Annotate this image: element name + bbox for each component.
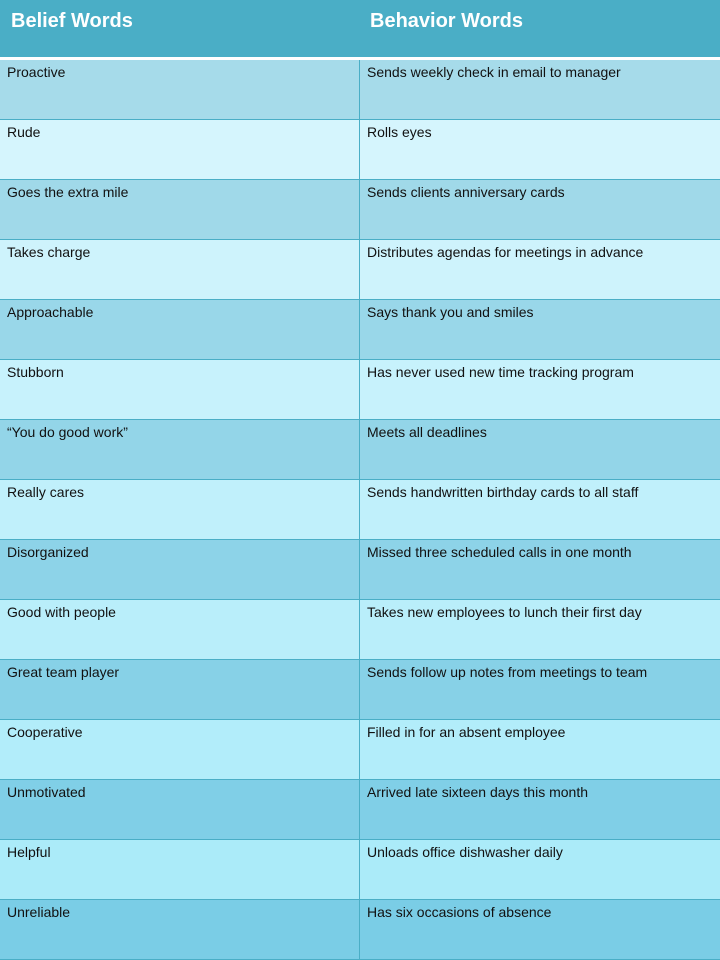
belief-cell: Unmotivated <box>0 780 360 839</box>
behavior-cell: Says thank you and smiles <box>367 304 534 320</box>
behavior-cell: Distributes agendas for meetings in advance <box>367 244 644 260</box>
belief-cell: Proactive <box>0 60 360 119</box>
table-row <box>0 660 720 720</box>
belief-cell: Rude <box>0 120 360 179</box>
behavior-cell: Has never used new time tracking program <box>367 364 634 380</box>
belief-cell: Unreliable <box>0 900 360 959</box>
table-row <box>0 240 720 300</box>
behavior-cell: Takes new employees to lunch their first day <box>367 604 642 620</box>
belief-cell: Approachable <box>0 300 360 359</box>
belief-cell: Great team player <box>0 660 360 719</box>
belief-cell: Goes the extra mile <box>0 180 360 239</box>
behavior-cell: Has six occasions of absence <box>367 904 552 920</box>
behavior-cell: Rolls eyes <box>367 124 432 140</box>
belief-cell: Really cares <box>0 480 360 539</box>
behavior-cell: Missed three scheduled calls in one month <box>367 544 632 560</box>
belief-cell: “You do good work” <box>0 420 360 479</box>
table-row <box>0 600 720 660</box>
table-row <box>0 840 720 900</box>
header-behavior-words: Behavior Words <box>370 10 523 32</box>
table-row <box>0 420 720 480</box>
belief-cell: Stubborn <box>0 360 360 419</box>
table-body <box>0 60 720 960</box>
behavior-cell: Unloads office dishwasher daily <box>367 844 563 860</box>
table-row <box>0 120 720 180</box>
belief-cell: Cooperative <box>0 720 360 779</box>
table-header <box>0 0 720 60</box>
header-belief-words: Belief Words <box>11 10 133 32</box>
table-row <box>0 360 720 420</box>
behavior-cell: Filled in for an absent employee <box>367 724 566 740</box>
behavior-cell: Sends clients anniversary cards <box>367 184 565 200</box>
table-row <box>0 300 720 360</box>
behavior-cell: Arrived late sixteen days this month <box>367 784 588 800</box>
behavior-cell: Sends follow up notes from meetings to team <box>367 664 648 680</box>
belief-cell: Helpful <box>0 840 360 899</box>
belief-cell: Disorganized <box>0 540 360 599</box>
behavior-cell: Meets all deadlines <box>367 424 487 440</box>
table-row <box>0 780 720 840</box>
table-row <box>0 480 720 540</box>
behavior-cell: Sends weekly check in email to manager <box>367 64 621 80</box>
belief-cell: Takes charge <box>0 240 360 299</box>
table-row <box>0 900 720 960</box>
table-row <box>0 720 720 780</box>
belief-cell: Good with people <box>0 600 360 659</box>
table-row <box>0 540 720 600</box>
table-row <box>0 180 720 240</box>
table-row <box>0 60 720 120</box>
behavior-cell: Sends handwritten birthday cards to all staff <box>367 484 639 500</box>
